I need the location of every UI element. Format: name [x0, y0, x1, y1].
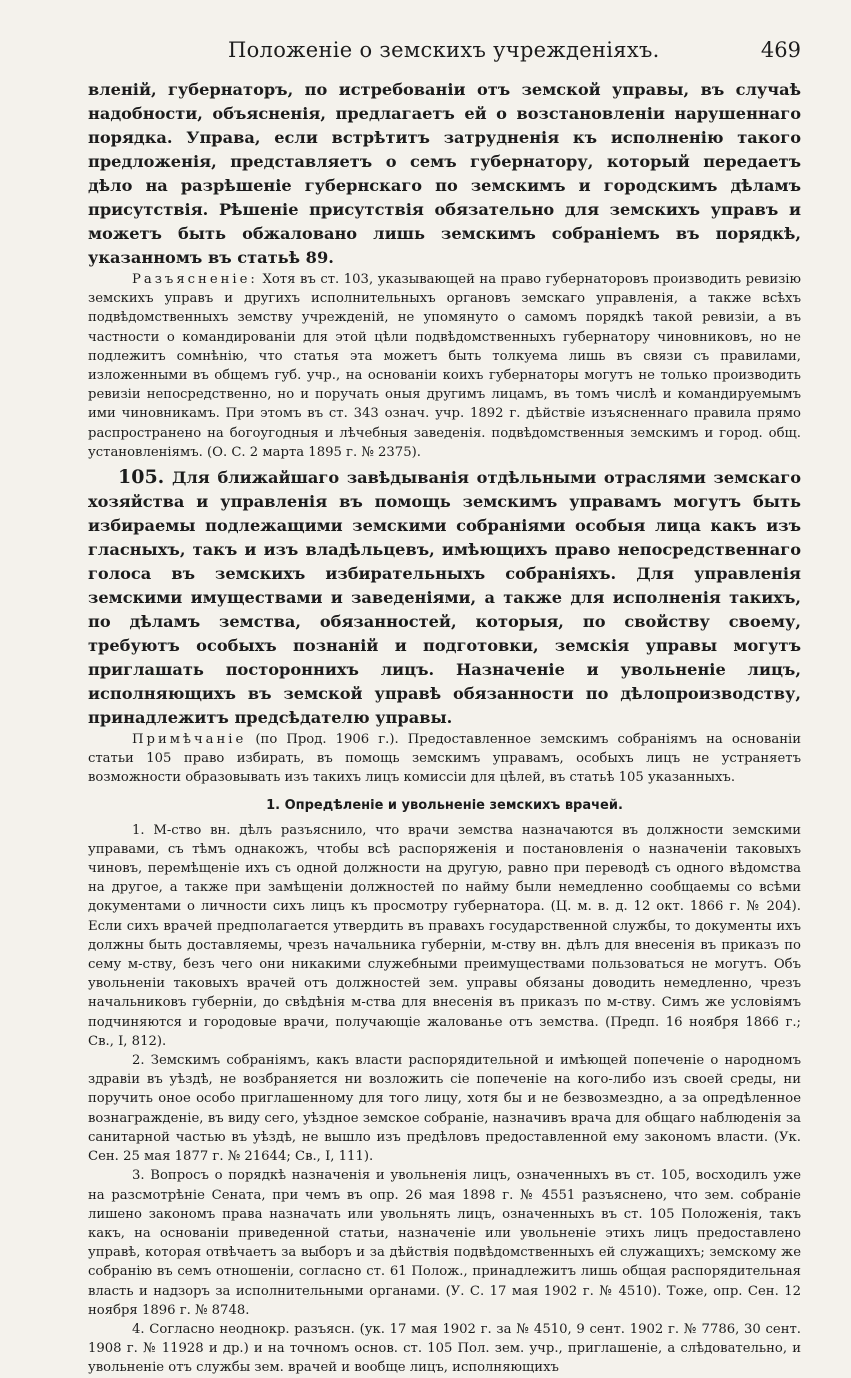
clarification-text: Хотя въ ст. 103, указывающей на право губернаторовъ производить ревизію земскихъ управъ и другихъ исполнительныхъ органовъ земскаго управленія, а также всѣхъ подвѣдомственныхъ земству учрежденій, не упомянуто о самомъ порядкѣ такой ревизіи, а въ частности о командированіи для этой цѣли подвѣдомственныхъ губернатору чиновниковъ, но не подлежитъ сомнѣнію, что статья эта можетъ быть толкуема лишь въ связи съ правилами, изложенными въ общемъ губ. учр., на основаніи коихъ губернаторы могутъ не только производить ревизіи непосредственно, но и поручать оныя другимъ лицамъ, въ томъ числѣ и командируемымъ ими чиновникамъ. При этомъ въ ст. 343 означ. учр. 1892 г. дѣйствіе изъясненнаго правила прямо распространено на богоугодныя и лѣчебныя заведенія. подвѣдомственныя земскимъ и город. общ. установленіямъ. (О. С. 2 марта 1895 г. № 2375).	[88, 272, 801, 460]
section-heading: 1. Опредѣленіе и увольненіе земскихъ врачей.	[266, 797, 623, 813]
note-text: (по Прод. 1906 г.). Предоставленное земскимъ собраніямъ на основаніи статьи 105 право избирать, въ помощь земскимъ управамъ, особыхъ лицъ не устраняетъ возможности образовывать изъ такихъ лицъ комиссіи для цѣлей, въ статьѣ 105 указанныхъ.	[88, 732, 801, 786]
running-title: Положеніе о земскихъ учрежденіяхъ.	[228, 38, 660, 62]
paragraph-continuation: вленій, губернаторъ, по истребованіи отъ земской управы, въ случаѣ надобности, объясненія, предлагаетъ ей о возстановленіи нарушеннаго порядка. Управа, если встрѣтитъ затрудненія къ исполненію такого предложенія, представляетъ о семъ губернатору, который передаетъ дѣло на разрѣшеніе губернскаго по земскимъ и городскимъ дѣламъ присутствія. Рѣшеніе присутствія обязательно для земскихъ управъ и можетъ быть обжаловано лишь земскимъ собраніемъ въ порядкѣ, указанномъ въ статьѣ 89.	[88, 80, 801, 267]
numbered-item: 3. Вопросъ о порядкѣ назначенія и увольненія лицъ, означенныхъ въ ст. 105, восходилъ уже на разсмотрѣніе Сената, при чемъ въ опр. 26 мая 1898 г. № 4551 разъяснено, что зем. собраніе лишено закономъ права назначать или увольнять лицъ, означенныхъ въ ст. 105 Положенія, такъ какъ, на основаніи приведенной статьи, назначеніе или увольненіе этихъ лицъ предоставлено управѣ, которая отвѣчаетъ за выборъ и за дѣйствія подвѣдомственныхъ ей служащихъ; земскому же собранію въ семъ отношеніи, согласно ст. 61 Полож., принадлежитъ лишь общая распорядительная власть и надзоръ за исполнительными органами. (У. С. 17 мая 1902 г. № 4510). Тоже, опр. Сен. 12 ноября 1896 г. № 8748.	[88, 1168, 801, 1318]
note-label: Примѣчаніе	[132, 732, 247, 748]
numbered-item: 2. Земскимъ собраніямъ, какъ власти распорядительной и имѣющей попеченіе о народномъ здравіи въ уѣздѣ, не возбраняется ни возложить сіе попеченіе на кого-либо изъ своей среды, ни поручить оное особо приглашенному для того лицу, хотя бы и не безвозмездно, а за опредѣленное вознагражденіе, въ виду сего, уѣздное земское собраніе, назначивъ врача для общаго наблюденія за санитарной частью въ уѣздѣ, не вышло изъ предѣловъ предоставленной ему закономъ власти. (Ук. Сен. 25 мая 1877 г. № 21644; Св., I, 111).	[88, 1053, 801, 1165]
page-header	[88, 38, 801, 78]
clarification-paragraph	[88, 270, 801, 462]
numbered-item: 1. М-ство вн. дѣлъ разъяснило, что врачи земства назначаются въ должности земскими управами, съ тѣмъ однакожъ, чтобы всѣ распоряженія и постановленія о назначеніи таковыхъ чиновъ, перемѣщеніе ихъ съ одной должности на другую, равно при переводѣ съ одного вѣдомства на другое, а также при замѣщеніи должностей по найму были немедленно сообщаемы со всѣми документами о личности сихъ лицъ къ просмотру губернатора. (Ц. м. в. д. 12 окт. 1866 г. № 204). Если сихъ врачей предполагается утвердить въ правахъ государственной службы, то документы ихъ должны быть доставляемы, чрезъ начальника губерніи, м-ству вн. дѣлъ для внесенія въ приказъ по сему м-ству, безъ чего они никакими служебными преимуществами пользоваться не могутъ. Объ увольненіи таковыхъ врачей отъ должностей зем. управы обязаны доводить немедленно, чрезъ начальниковъ губерніи, до свѣдѣнія м-ства для внесенія въ приказъ по м-ству. Симъ же условіямъ подчиняются и городовые врачи, получающіе жалованье отъ земства. (Предп. 16 ноября 1866 г.; Св., I, 812).	[88, 822, 801, 1049]
article-105	[88, 465, 801, 730]
numbered-item: 4. Согласно неоднокр. разъясн. (ук. 17 мая 1902 г. за № 4510, 9 сент. 1902 г. № 7786, 30 сент. 1908 г. № 11928 и др.) и на точномъ основ. ст. 105 Пол. зем. учр., приглашеніе, а слѣдовательно, и увольненіе отъ службы зем. врачей и вообще лицъ, исполняющихъ	[88, 1321, 801, 1376]
article-number: 105.	[118, 466, 165, 489]
article-text: Для ближайшаго завѣдыванія отдѣльными отраслями земскаго хозяйства и управленія въ помощь земскимъ управамъ могутъ быть избираемы подлежащими земскими собраніями особыя лица какъ изъ гласныхъ, такъ и изъ владѣльцевъ, имѣющихъ право непосредственнаго голоса въ земскихъ избирательныхъ собраніяхъ. Для управленія земскими имуществами и заведеніями, а также для исполненія такихъ, по дѣламъ земства, обязанностей, которыя, по свойству своему, требуютъ особыхъ познаній и подготовки, земскія управы могутъ приглашать постороннихъ лицъ. Назначеніе и увольненіе лицъ, исполняющихъ въ земской управѣ обязанности по дѣлопроизводству, принадлежитъ предсѣдателю управы.	[88, 468, 801, 728]
clarification-label: Разъясненіе:	[132, 272, 258, 287]
note-paragraph	[88, 730, 801, 788]
page-number: 469	[760, 38, 801, 62]
